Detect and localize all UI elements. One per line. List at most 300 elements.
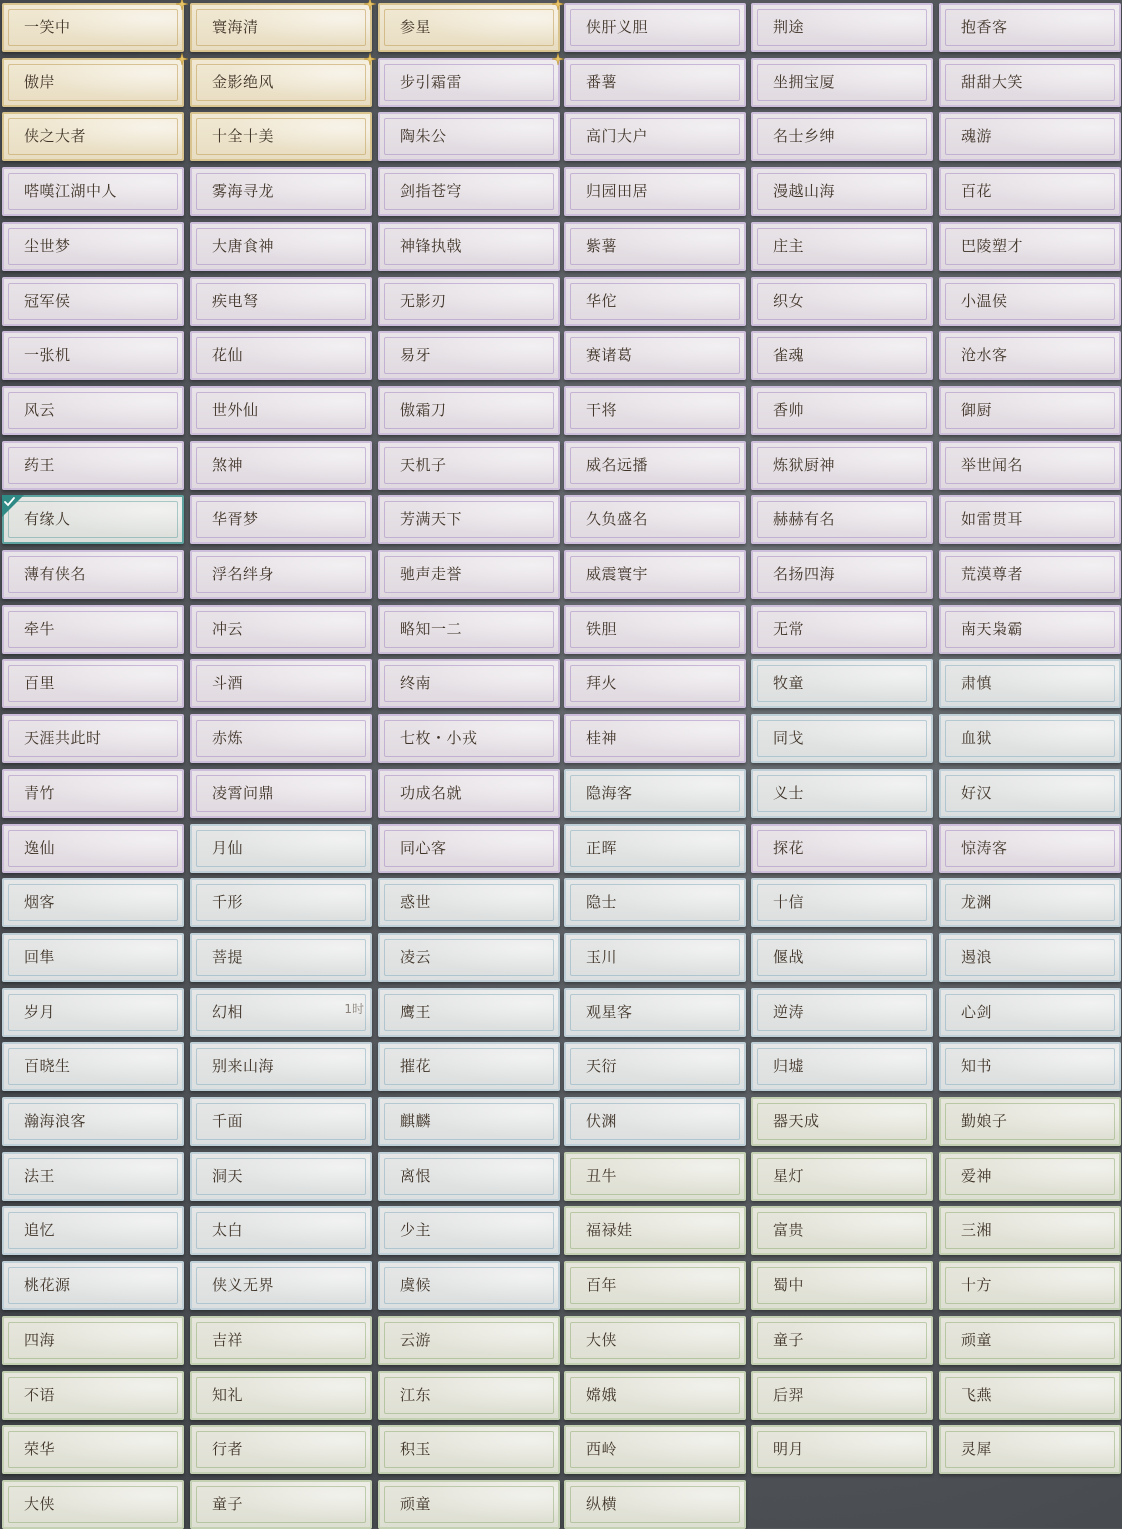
title-label: 吉祥 <box>212 1331 244 1349</box>
title-card[interactable] <box>2 1316 184 1365</box>
title-card[interactable] <box>378 714 560 763</box>
title-card[interactable] <box>190 1097 372 1146</box>
title-label: 观星客 <box>586 1003 633 1021</box>
title-card[interactable] <box>378 167 560 216</box>
title-card[interactable] <box>751 714 933 763</box>
title-label: 后羿 <box>773 1386 805 1404</box>
title-label: 伏渊 <box>586 1112 618 1130</box>
title-label: 法王 <box>24 1167 56 1185</box>
title-label: 别来山海 <box>212 1057 275 1075</box>
title-card[interactable] <box>190 58 372 107</box>
title-label: 参星 <box>400 18 432 36</box>
title-card[interactable] <box>751 386 933 435</box>
title-label: 纵横 <box>586 1495 618 1513</box>
title-card[interactable] <box>378 1097 560 1146</box>
title-card[interactable] <box>378 878 560 927</box>
title-card[interactable] <box>939 1042 1121 1091</box>
title-card[interactable] <box>564 1152 746 1201</box>
title-label: 积玉 <box>400 1440 432 1458</box>
title-label: 灵犀 <box>961 1440 993 1458</box>
title-card[interactable] <box>2 714 184 763</box>
title-label: 勤娘子 <box>961 1112 1008 1130</box>
title-card[interactable] <box>939 1371 1121 1420</box>
title-card[interactable] <box>939 58 1121 107</box>
title-label: 明月 <box>773 1440 805 1458</box>
title-card[interactable] <box>2 386 184 435</box>
title-label: 薄有侠名 <box>24 565 87 583</box>
title-label: 陶朱公 <box>400 127 447 145</box>
title-card[interactable] <box>939 222 1121 271</box>
title-label: 十方 <box>961 1276 993 1294</box>
title-card[interactable] <box>378 495 560 544</box>
title-card[interactable] <box>751 550 933 599</box>
star-icon <box>176 53 188 65</box>
title-label: 偃战 <box>773 948 805 966</box>
title-label: 一张机 <box>24 346 71 364</box>
title-card[interactable] <box>2 933 184 982</box>
title-card[interactable] <box>939 167 1121 216</box>
title-label: 甜甜大笑 <box>961 73 1024 91</box>
title-card[interactable] <box>190 167 372 216</box>
title-card[interactable] <box>190 1480 372 1529</box>
title-card[interactable] <box>564 878 746 927</box>
title-card[interactable] <box>190 1371 372 1420</box>
title-card[interactable] <box>939 550 1121 599</box>
title-card[interactable] <box>190 1425 372 1474</box>
title-label: 神锋执戟 <box>400 237 463 255</box>
title-label: 大侠 <box>586 1331 618 1349</box>
title-card[interactable] <box>190 605 372 654</box>
title-card[interactable] <box>564 1480 746 1529</box>
title-label: 十信 <box>773 893 805 911</box>
title-label: 无常 <box>773 620 805 638</box>
title-label: 大唐食神 <box>212 237 275 255</box>
title-label: 知书 <box>961 1057 993 1075</box>
title-card[interactable] <box>751 1042 933 1091</box>
title-card[interactable] <box>190 277 372 326</box>
title-label: 冠军侯 <box>24 292 71 310</box>
title-card[interactable] <box>939 878 1121 927</box>
title-label: 御厨 <box>961 401 993 419</box>
star-icon <box>364 0 376 10</box>
checkmark-icon <box>2 495 24 517</box>
title-card[interactable] <box>564 222 746 271</box>
title-label: 芳满天下 <box>400 510 463 528</box>
title-label: 荣华 <box>24 1440 56 1458</box>
title-card[interactable] <box>564 331 746 380</box>
title-label: 侠之大者 <box>24 127 87 145</box>
title-card[interactable] <box>2 769 184 818</box>
title-card[interactable] <box>378 58 560 107</box>
title-card[interactable] <box>2 1261 184 1310</box>
title-label: 抱香客 <box>961 18 1008 36</box>
title-card[interactable] <box>2 3 184 52</box>
title-label: 铁胆 <box>586 620 618 638</box>
title-label: 赤炼 <box>212 729 244 747</box>
title-label: 侠肝义胆 <box>586 18 649 36</box>
title-label: 归墟 <box>773 1057 805 1075</box>
title-card[interactable] <box>751 769 933 818</box>
title-label: 大侠 <box>24 1495 56 1513</box>
title-card[interactable] <box>2 878 184 927</box>
title-label: 名扬四海 <box>773 565 836 583</box>
title-label: 威震寰宇 <box>586 565 649 583</box>
title-card[interactable] <box>939 3 1121 52</box>
title-card[interactable] <box>378 386 560 435</box>
title-label: 嫦娥 <box>586 1386 618 1404</box>
title-label: 世外仙 <box>212 401 259 419</box>
title-label: 瀚海浪客 <box>24 1112 87 1130</box>
title-card[interactable] <box>378 769 560 818</box>
title-card[interactable] <box>564 277 746 326</box>
title-label: 离恨 <box>400 1167 432 1185</box>
title-label: 华胥梦 <box>212 510 259 528</box>
title-card[interactable] <box>564 659 746 708</box>
title-label: 少主 <box>400 1221 432 1239</box>
title-label: 斗酒 <box>212 674 244 692</box>
title-card[interactable] <box>751 222 933 271</box>
title-card[interactable] <box>751 824 933 873</box>
title-card[interactable] <box>564 441 746 490</box>
title-label: 洞天 <box>212 1167 244 1185</box>
title-card[interactable] <box>564 933 746 982</box>
title-card[interactable] <box>2 988 184 1037</box>
title-card[interactable] <box>751 1371 933 1420</box>
title-card[interactable] <box>378 1480 560 1529</box>
title-card[interactable] <box>2 222 184 271</box>
title-card[interactable] <box>751 988 933 1037</box>
title-label: 侠义无界 <box>212 1276 275 1294</box>
title-label: 行者 <box>212 1440 244 1458</box>
title-card[interactable] <box>2 1206 184 1255</box>
title-label: 心剑 <box>961 1003 993 1021</box>
title-label: 傲岸 <box>24 73 56 91</box>
title-card[interactable] <box>190 714 372 763</box>
title-label: 雾海寻龙 <box>212 182 275 200</box>
title-label: 疾电弩 <box>212 292 259 310</box>
title-card[interactable] <box>2 550 184 599</box>
title-card[interactable] <box>939 495 1121 544</box>
title-card[interactable] <box>564 1097 746 1146</box>
title-label: 知礼 <box>212 1386 244 1404</box>
title-card[interactable] <box>751 331 933 380</box>
title-label: 嗒嘆江湖中人 <box>24 182 118 200</box>
title-card[interactable] <box>378 1206 560 1255</box>
title-card[interactable] <box>378 933 560 982</box>
title-card[interactable] <box>751 1261 933 1310</box>
title-card[interactable] <box>378 824 560 873</box>
title-card[interactable] <box>190 386 372 435</box>
title-card[interactable] <box>2 1480 184 1529</box>
title-card[interactable] <box>564 605 746 654</box>
title-label: 鹰王 <box>400 1003 432 1021</box>
title-card[interactable] <box>564 167 746 216</box>
title-card[interactable] <box>2 441 184 490</box>
title-label: 探花 <box>773 839 805 857</box>
title-label: 正晖 <box>586 839 618 857</box>
title-label: 百年 <box>586 1276 618 1294</box>
title-card[interactable] <box>2 331 184 380</box>
title-card[interactable] <box>564 550 746 599</box>
title-card[interactable] <box>751 3 933 52</box>
title-label: 富贵 <box>773 1221 805 1239</box>
title-label: 威名远播 <box>586 456 649 474</box>
title-card[interactable] <box>564 3 746 52</box>
title-card[interactable] <box>378 1042 560 1091</box>
title-label: 干将 <box>586 401 618 419</box>
title-card[interactable] <box>939 1316 1121 1365</box>
title-label: 寰海清 <box>212 18 259 36</box>
title-label: 药王 <box>24 456 56 474</box>
title-card[interactable] <box>2 112 184 161</box>
title-card[interactable] <box>564 1316 746 1365</box>
title-card[interactable] <box>2 1425 184 1474</box>
title-card[interactable] <box>378 112 560 161</box>
title-label: 玉川 <box>586 948 618 966</box>
title-card[interactable] <box>564 112 746 161</box>
title-card[interactable] <box>939 714 1121 763</box>
title-label: 童子 <box>773 1331 805 1349</box>
title-label: 七枚・小戎 <box>400 729 478 747</box>
title-card[interactable] <box>564 714 746 763</box>
title-label: 浮名绊身 <box>212 565 275 583</box>
title-card[interactable] <box>2 1152 184 1201</box>
title-label: 炼狱厨神 <box>773 456 836 474</box>
title-card[interactable] <box>378 3 560 52</box>
title-card[interactable] <box>190 441 372 490</box>
title-label: 好汉 <box>961 784 993 802</box>
title-label: 花仙 <box>212 346 244 364</box>
title-card[interactable] <box>190 933 372 982</box>
title-label: 青竹 <box>24 784 56 802</box>
title-card[interactable] <box>2 824 184 873</box>
title-card[interactable] <box>564 58 746 107</box>
title-label: 赛诸葛 <box>586 346 633 364</box>
title-card[interactable] <box>378 331 560 380</box>
title-label: 南天枭霸 <box>961 620 1024 638</box>
title-label: 丑牛 <box>586 1167 618 1185</box>
title-card[interactable] <box>564 495 746 544</box>
title-card[interactable] <box>564 1425 746 1474</box>
title-card[interactable] <box>378 1316 560 1365</box>
title-card[interactable] <box>378 1261 560 1310</box>
title-label: 顽童 <box>400 1495 432 1513</box>
title-card[interactable] <box>190 331 372 380</box>
title-label: 步引霜雷 <box>400 73 463 91</box>
title-label: 沧水客 <box>961 346 1008 364</box>
title-label: 回隼 <box>24 948 56 966</box>
star-icon <box>552 53 564 65</box>
title-label: 风云 <box>24 401 56 419</box>
title-card[interactable] <box>378 988 560 1037</box>
title-card[interactable] <box>2 167 184 216</box>
title-card[interactable] <box>190 1152 372 1201</box>
title-label: 牧童 <box>773 674 805 692</box>
title-label: 千面 <box>212 1112 244 1130</box>
title-label: 追忆 <box>24 1221 56 1239</box>
title-card[interactable] <box>378 1152 560 1201</box>
title-card[interactable] <box>939 824 1121 873</box>
title-card[interactable] <box>378 441 560 490</box>
title-label: 一笑中 <box>24 18 71 36</box>
star-icon <box>364 53 376 65</box>
title-card[interactable] <box>190 769 372 818</box>
title-card[interactable] <box>939 1206 1121 1255</box>
title-card[interactable] <box>564 988 746 1037</box>
title-label: 爱神 <box>961 1167 993 1185</box>
title-label: 番薯 <box>586 73 618 91</box>
title-label: 如雷贯耳 <box>961 510 1024 528</box>
title-card[interactable] <box>564 769 746 818</box>
title-card[interactable] <box>751 1152 933 1201</box>
title-card[interactable] <box>190 1261 372 1310</box>
title-card[interactable] <box>939 112 1121 161</box>
title-card[interactable] <box>190 1316 372 1365</box>
title-card[interactable] <box>939 386 1121 435</box>
title-card[interactable] <box>939 277 1121 326</box>
title-label: 四海 <box>24 1331 56 1349</box>
title-card[interactable] <box>190 988 372 1037</box>
title-card[interactable] <box>378 277 560 326</box>
title-label: 肃慎 <box>961 674 993 692</box>
title-card[interactable] <box>2 605 184 654</box>
title-card[interactable] <box>190 222 372 271</box>
title-card[interactable] <box>378 550 560 599</box>
title-card[interactable] <box>939 1261 1121 1310</box>
title-card[interactable] <box>190 1206 372 1255</box>
title-card[interactable] <box>2 1097 184 1146</box>
title-card[interactable] <box>2 1042 184 1091</box>
title-label: 摧花 <box>400 1057 432 1075</box>
title-card[interactable] <box>939 1425 1121 1474</box>
title-label: 江东 <box>400 1386 432 1404</box>
title-card[interactable] <box>751 167 933 216</box>
star-icon <box>176 0 188 10</box>
title-card[interactable] <box>2 495 184 544</box>
title-card[interactable] <box>751 878 933 927</box>
title-card[interactable] <box>751 277 933 326</box>
title-card[interactable] <box>2 58 184 107</box>
title-card[interactable] <box>939 331 1121 380</box>
title-label: 冲云 <box>212 620 244 638</box>
title-label: 百里 <box>24 674 56 692</box>
title-card[interactable] <box>564 824 746 873</box>
title-card[interactable] <box>190 878 372 927</box>
title-label: 名士乡绅 <box>773 127 836 145</box>
title-card[interactable] <box>378 1425 560 1474</box>
title-label: 小温侯 <box>961 292 1008 310</box>
title-card[interactable] <box>751 1097 933 1146</box>
title-label: 菩提 <box>212 948 244 966</box>
title-label: 逆涛 <box>773 1003 805 1021</box>
title-card[interactable] <box>751 659 933 708</box>
title-card[interactable] <box>2 277 184 326</box>
title-label: 功成名就 <box>400 784 463 802</box>
title-label: 归园田居 <box>586 182 649 200</box>
title-card[interactable] <box>190 1042 372 1091</box>
title-card[interactable] <box>751 58 933 107</box>
title-card[interactable] <box>939 933 1121 982</box>
title-label: 同戈 <box>773 729 805 747</box>
title-label: 惊涛客 <box>961 839 1008 857</box>
title-label: 三湘 <box>961 1221 993 1239</box>
title-label: 天涯共此时 <box>24 729 102 747</box>
title-card[interactable] <box>564 1371 746 1420</box>
title-card[interactable] <box>2 659 184 708</box>
title-card[interactable] <box>751 1206 933 1255</box>
title-card[interactable] <box>378 1371 560 1420</box>
title-label: 煞神 <box>212 456 244 474</box>
title-card[interactable] <box>378 659 560 708</box>
title-card[interactable] <box>564 1261 746 1310</box>
title-card[interactable] <box>190 3 372 52</box>
title-card[interactable] <box>564 1042 746 1091</box>
title-label: 星灯 <box>773 1167 805 1185</box>
title-label: 凌霄问鼎 <box>212 784 275 802</box>
title-label: 凌云 <box>400 948 432 966</box>
title-label: 雀魂 <box>773 346 805 364</box>
title-card[interactable] <box>2 1371 184 1420</box>
title-label: 天机子 <box>400 456 447 474</box>
title-card[interactable] <box>939 441 1121 490</box>
title-card[interactable] <box>564 386 746 435</box>
title-label: 烟客 <box>24 893 56 911</box>
title-card[interactable] <box>378 605 560 654</box>
title-label: 牵牛 <box>24 620 56 638</box>
title-label: 赫赫有名 <box>773 510 836 528</box>
title-card[interactable] <box>190 112 372 161</box>
title-label: 傲霜刀 <box>400 401 447 419</box>
title-card[interactable] <box>190 495 372 544</box>
title-label: 月仙 <box>212 839 244 857</box>
title-label: 举世闻名 <box>961 456 1024 474</box>
title-label: 拜火 <box>586 674 618 692</box>
title-card[interactable] <box>751 112 933 161</box>
title-card[interactable] <box>751 605 933 654</box>
title-card[interactable] <box>751 1316 933 1365</box>
title-label: 尘世梦 <box>24 237 71 255</box>
title-label: 血狱 <box>961 729 993 747</box>
title-label: 荒漠尊者 <box>961 565 1024 583</box>
title-label: 遏浪 <box>961 948 993 966</box>
title-label: 逸仙 <box>24 839 56 857</box>
title-label: 器天成 <box>773 1112 820 1130</box>
title-card[interactable] <box>939 769 1121 818</box>
title-label: 桂神 <box>586 729 618 747</box>
title-card[interactable] <box>751 495 933 544</box>
title-label: 千形 <box>212 893 244 911</box>
title-label: 巴陵塑才 <box>961 237 1024 255</box>
title-card[interactable] <box>190 824 372 873</box>
title-label: 虞候 <box>400 1276 432 1294</box>
title-card[interactable] <box>751 1425 933 1474</box>
title-card[interactable] <box>378 222 560 271</box>
title-label: 紫薯 <box>586 237 618 255</box>
title-card[interactable] <box>190 659 372 708</box>
title-card[interactable] <box>939 1152 1121 1201</box>
title-card[interactable] <box>751 933 933 982</box>
title-label: 终南 <box>400 674 432 692</box>
title-card[interactable] <box>939 988 1121 1037</box>
title-label: 童子 <box>212 1495 244 1513</box>
title-card[interactable] <box>939 1097 1121 1146</box>
title-label: 太白 <box>212 1221 244 1239</box>
title-card[interactable] <box>939 605 1121 654</box>
title-card[interactable] <box>751 441 933 490</box>
title-card[interactable] <box>939 659 1121 708</box>
title-card[interactable] <box>190 550 372 599</box>
title-card[interactable] <box>564 1206 746 1255</box>
